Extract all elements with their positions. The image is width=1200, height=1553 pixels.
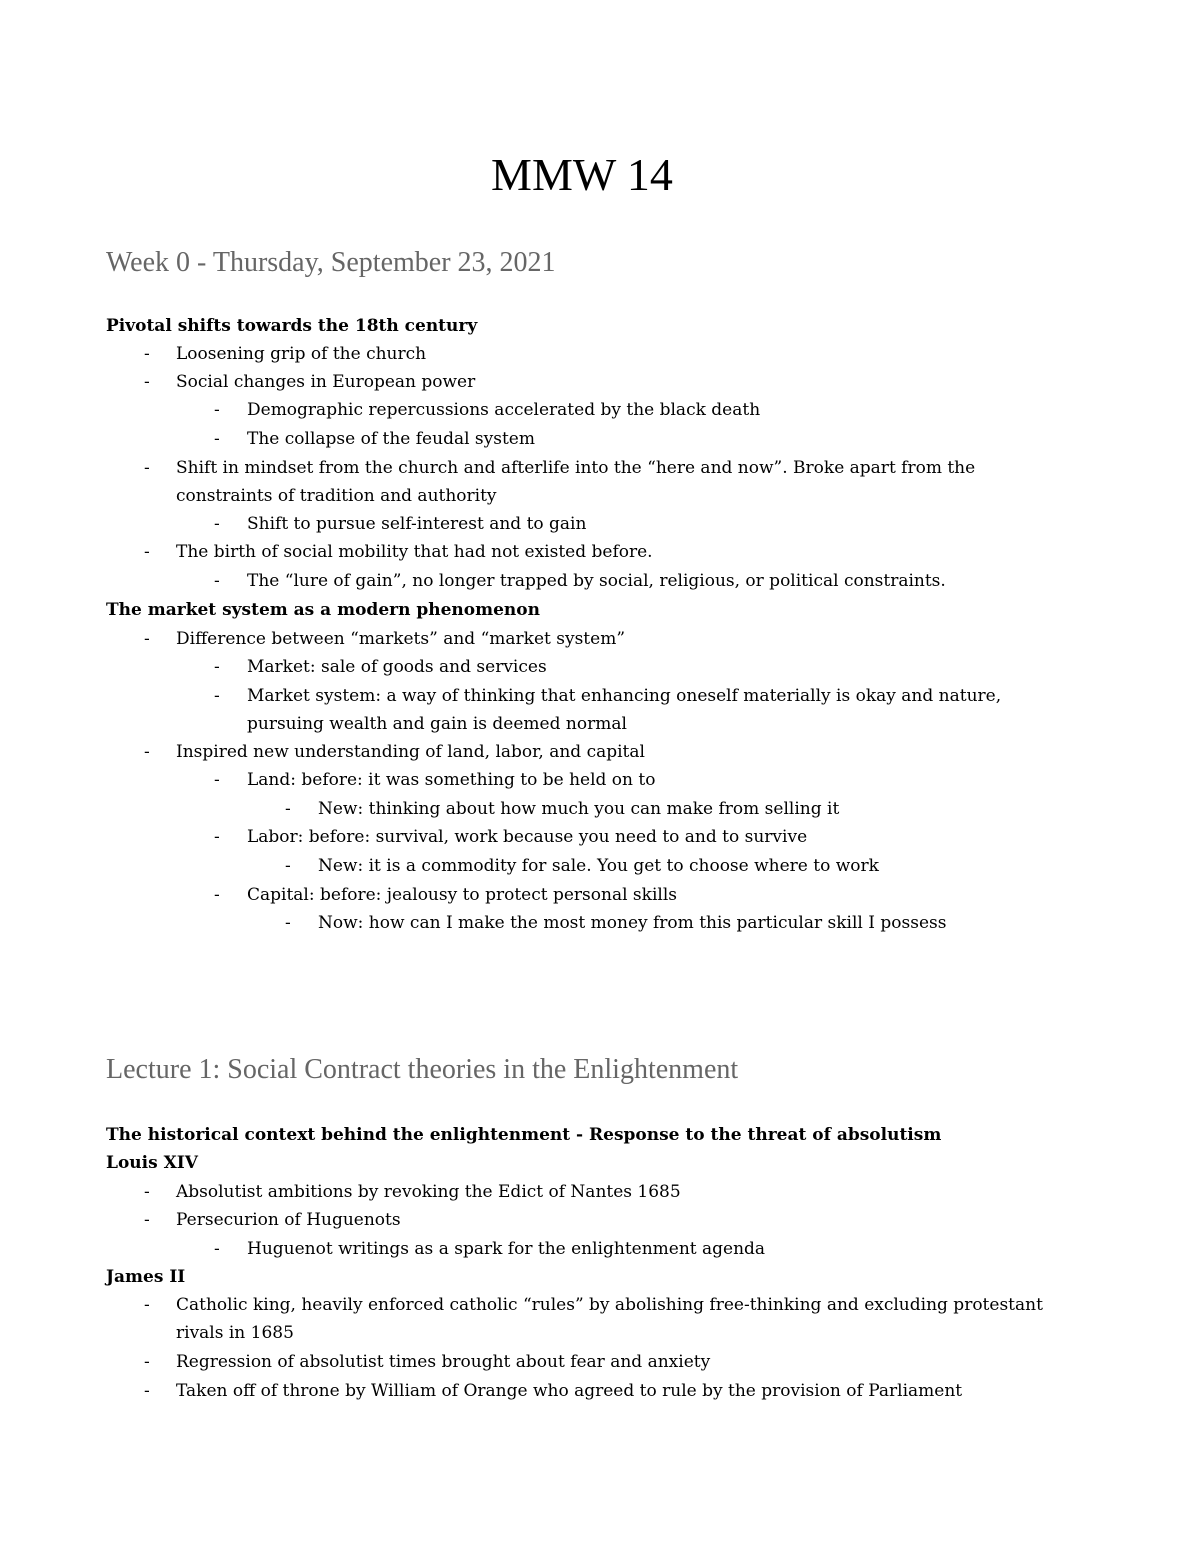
- bullet-marker: -: [285, 913, 291, 933]
- bullet-marker: -: [214, 657, 220, 677]
- list-item: Social changes in European power: [176, 372, 476, 392]
- bullet-marker: -: [144, 1381, 150, 1401]
- list-item: Labor: before: survival, work because you need to and to survive: [247, 827, 808, 847]
- bullet-marker: -: [144, 372, 150, 392]
- bullet-marker: -: [214, 571, 220, 591]
- bullet-marker: -: [144, 1352, 150, 1372]
- bullet-marker: -: [214, 885, 220, 905]
- list-item: New: it is a commodity for sale. You get to choose where to work: [318, 856, 879, 876]
- list-item-continuation: rivals in 1685: [176, 1323, 294, 1343]
- bullet-marker: -: [144, 344, 150, 364]
- subheading-louis-xiv: Louis XIV: [106, 1153, 198, 1173]
- bullet-marker: -: [285, 799, 291, 819]
- list-item: Now: how can I make the most money from this particular skill I possess: [318, 913, 947, 933]
- list-item: Shift in mindset from the church and afterlife into the “here and now”. Broke apart from the: [176, 458, 976, 478]
- subheading-market-system: The market system as a modern phenomenon: [106, 600, 540, 620]
- bullet-marker: -: [285, 856, 291, 876]
- bullet-marker: -: [214, 429, 220, 449]
- list-item: Huguenot writings as a spark for the enlightenment agenda: [247, 1239, 766, 1259]
- list-item: Capital: before: jealousy to protect personal skills: [247, 885, 677, 905]
- list-item: Persecurion of Huguenots: [176, 1210, 401, 1230]
- section-heading-week-0: Week 0 - Thursday, September 23, 2021: [106, 247, 556, 278]
- subheading-james-ii: James II: [106, 1267, 186, 1287]
- bullet-marker: -: [144, 629, 150, 649]
- list-item: Absolutist ambitions by revoking the Edict of Nantes 1685: [176, 1182, 681, 1202]
- document-title: MMW 14: [491, 149, 673, 200]
- bullet-marker: -: [214, 514, 220, 534]
- list-item: Inspired new understanding of land, labor, and capital: [176, 742, 645, 762]
- bullet-marker: -: [144, 1182, 150, 1202]
- list-item: The “lure of gain”, no longer trapped by social, religious, or political constraints.: [247, 571, 946, 591]
- bullet-marker: -: [144, 742, 150, 762]
- subheading-pivotal-shifts: Pivotal shifts towards the 18th century: [106, 316, 478, 336]
- list-item: The collapse of the feudal system: [247, 429, 535, 449]
- list-item: Taken off of throne by William of Orange who agreed to rule by the provision of Parliament: [176, 1381, 963, 1401]
- list-item: Market system: a way of thinking that enhancing oneself materially is okay and nature,: [247, 686, 1002, 706]
- list-item: Regression of absolutist times brought about fear and anxiety: [176, 1352, 711, 1372]
- bullet-marker: -: [214, 400, 220, 420]
- list-item: Market: sale of goods and services: [247, 657, 547, 677]
- list-item: Shift to pursue self-interest and to gain: [247, 514, 587, 534]
- list-item: Catholic king, heavily enforced catholic “rules” by abolishing free-thinking and excluding protestant: [176, 1295, 1043, 1315]
- bullet-marker: -: [214, 827, 220, 847]
- bullet-marker: -: [144, 1295, 150, 1315]
- bullet-marker: -: [214, 770, 220, 790]
- bullet-marker: -: [144, 1210, 150, 1230]
- list-item: Loosening grip of the church: [176, 344, 427, 364]
- list-item-continuation: constraints of tradition and authority: [176, 486, 497, 506]
- list-item: Demographic repercussions accelerated by the black death: [247, 400, 761, 420]
- section-heading-lecture-1: Lecture 1: Social Contract theories in the Enlightenment: [106, 1054, 739, 1085]
- bullet-marker: -: [144, 458, 150, 478]
- list-item: The birth of social mobility that had not existed before.: [176, 542, 653, 562]
- subheading-historical-context: The historical context behind the enlightenment - Response to the threat of absolutism: [106, 1125, 942, 1145]
- list-item-continuation: pursuing wealth and gain is deemed normal: [247, 714, 627, 734]
- bullet-marker: -: [214, 686, 220, 706]
- list-item: Land: before: it was something to be held on to: [247, 770, 656, 790]
- bullet-marker: -: [144, 542, 150, 562]
- list-item: New: thinking about how much you can make from selling it: [318, 799, 840, 819]
- list-item: Difference between “markets” and “market system”: [176, 629, 626, 649]
- bullet-marker: -: [214, 1239, 220, 1259]
